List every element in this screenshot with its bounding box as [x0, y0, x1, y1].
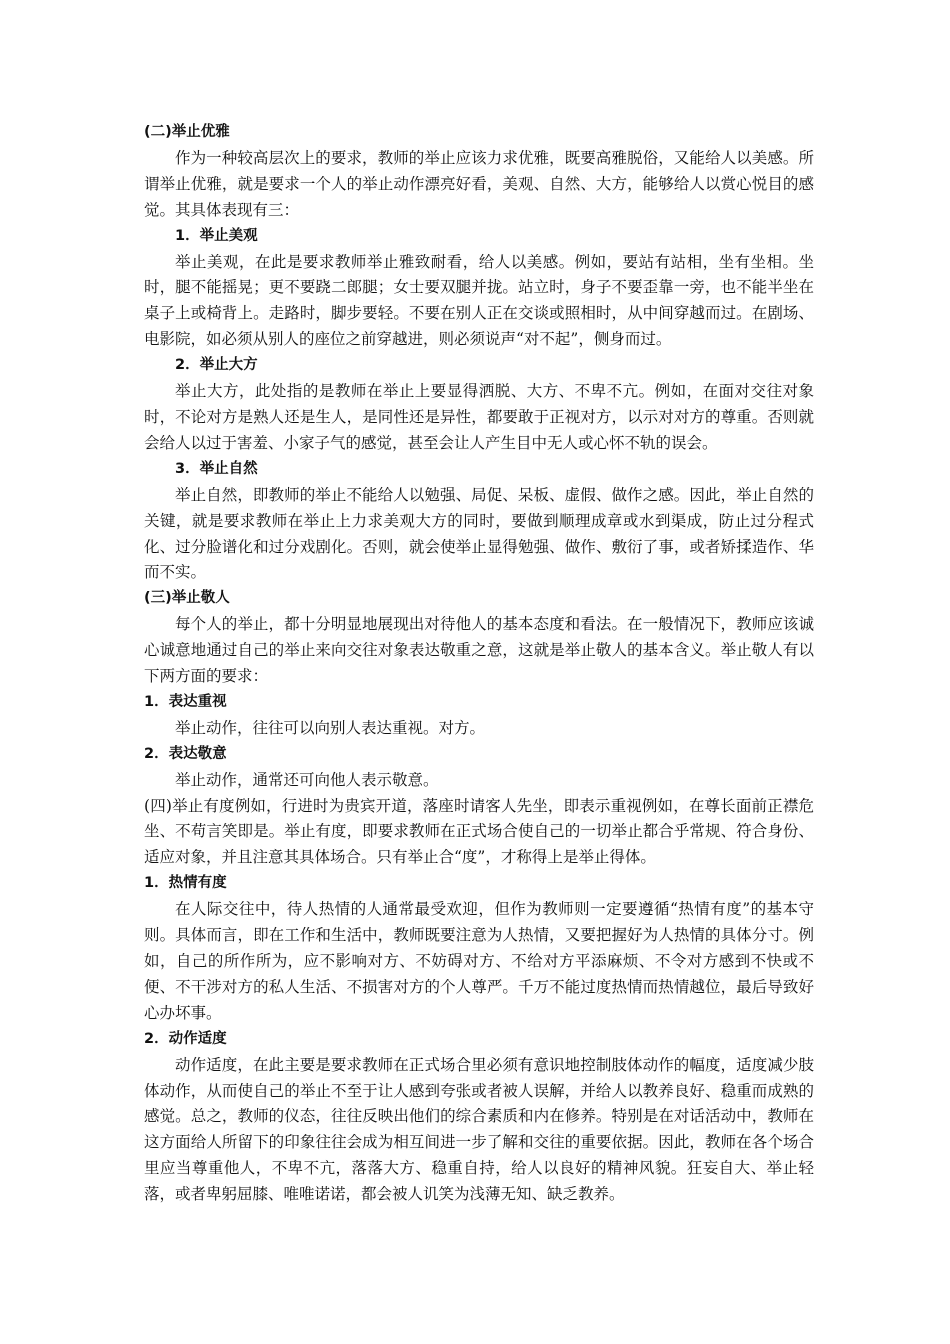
- section-heading: (二)举止优雅: [144, 124, 230, 140]
- paragraph: 举止动作，往往可以向别人表达重视。对方。: [175, 718, 486, 737]
- paragraph: 举止美观，在此是要求教师举止雅致耐看，给人以美感。例如，要站有站相，坐有坐相。坐时，腿不能摇晃；更不要跷二郎腿；女士要双腿并拢。站立时，身子不要歪靠一旁，也不能半坐在桌子上或椅背上。走路时，脚步要轻。不要在别人正在交谈或照相时，从中间穿越而过。在剧场、电影院，如必须从别人的座位之前穿越进，则必须说声“对不起”，侧身而过。: [144, 252, 814, 349]
- subsection-heading: 2．举止大方: [175, 357, 258, 374]
- paragraph: (四)举止有度例如，行进时为贵宾开道，落座时请客人先坐，即表示重视例如，在尊长面前正襟危坐、不苟言笑即是。举止有度，即要求教师在正式场合使自己的一切举止都合乎常规、符合身份、适应对象，并且注意其具体场合。只有举止合“度”，才称得上是举止得体。: [144, 796, 814, 867]
- subsection-heading: 2．动作适度: [144, 1030, 227, 1047]
- subsection-heading: 1．举止美观: [175, 227, 258, 244]
- subsection-heading: 3．举止自然: [175, 460, 258, 477]
- document-body: [144, 120, 814, 1208]
- section-heading: (三)举止敬人: [144, 590, 230, 607]
- paragraph: 每个人的举止，都十分明显地展现出对待他人的基本态度和看法。在一般情况下，教师应该诚心诚意地通过自己的举止来向交往对象表达敬重之意，这就是举止敬人的基本含义。举止敬人有以下两方面的要求：: [144, 615, 814, 686]
- paragraph: 作为一种较高层次上的要求，教师的举止应该力求优雅，既要高雅脱俗，又能给人以美感。所谓举止优雅，就是要求一个人的举止动作漂亮好看，美观、自然、大方，能够给人以赏心悦目的感觉。其具体表现有三：: [144, 148, 814, 219]
- paragraph: 举止动作，通常还可向他人表示敬意。: [175, 770, 439, 789]
- paragraph: 举止大方，此处指的是教师在举止上要显得洒脱、大方、不卑不亢。例如，在面对交往对象时，不论对方是熟人还是生人，是同性还是异性，都要敢于正视对方，以示对对方的尊重。否则就会给人以过于害羞、小家子气的感觉，甚至会让人产生目中无人或心怀不轨的误会。: [144, 382, 814, 452]
- paragraph: 在人际交往中，待人热情的人通常最受欢迎，但作为教师则一定要遵循“热情有度”的基本守则。具体而言，即在工作和生活中，教师既要注意为人热情，又要把握好为人热情的具体分寸。例如，自己的所作所为，应不影响对方、不妨碍对方、不给对方平添麻烦、不令对方感到不快或不便、不干涉对方的私人生活、不损害对方的个人尊严。千万不能过度热情而热情越位，最后导致好心办坏事。: [144, 900, 814, 1022]
- paragraph: 举止自然，即教师的举止不能给人以勉强、局促、呆板、虚假、做作之感。因此，举止自然的关键，就是要求教师在举止上力求美观大方的同时，要做到顺理成章或水到渠成，防止过分程式化、过分脸谱化和过分戏剧化。否则，就会使举止显得勉强、做作、敷衍了事，或者矫揉造作、华而不实。: [144, 485, 814, 582]
- subsection-heading: 2．表达敬意: [144, 745, 227, 762]
- subsection-heading: 1．表达重视: [144, 693, 227, 710]
- subsection-heading: 1．热情有度: [144, 875, 227, 892]
- paragraph: 动作适度，在此主要是要求教师在正式场合里必须有意识地控制肢体动作的幅度，适度减少肢体动作，从而使自己的举止不至于让人感到夸张或者被人误解，并给人以教养良好、稳重而成熟的感觉。总之，教师的仪态，往往反映出他们的综合素质和内在修养。特别是在对话活动中，教师在这方面给人所留下的印象往往会成为相互间进一步了解和交往的重要依据。因此，教师在各个场合里应当尊重他人，不卑不亢，落落大方、稳重自持，给人以良好的精神风貌。狂妄自大、举止轻落，或者卑躬屈膝、唯唯诺诺，都会被人讥笑为浅薄无知、缺乏教养。: [144, 1055, 814, 1204]
